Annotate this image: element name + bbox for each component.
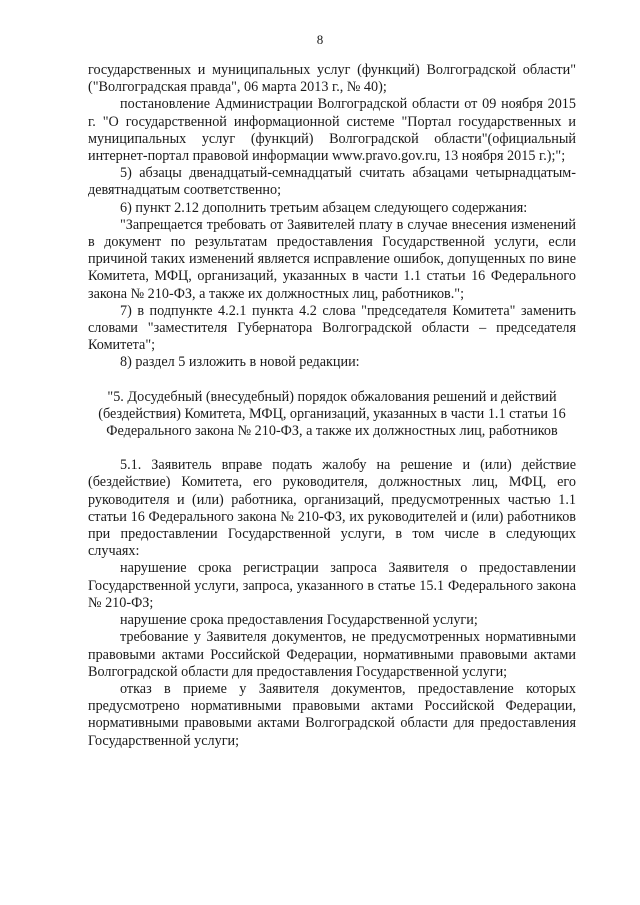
section-paragraph: 5.1. Заявитель вправе подать жалобу на решение и (или) действие (бездействие) Комитета, его руководителя, должностных лиц, МФЦ, его руководителя и (или) работника, организаций, предусмотренных частью 1.1 статьи 16 Федерального закона № 210-ФЗ, их руководителей и (или) работников при предоставлении Государственной услуги, в том числе в следующих случаях: xyxy=(88,457,576,560)
paragraph: "Запрещается требовать от Заявителей плату в случае внесения изменений в документ по результатам предоставления Государственной услуги, если причиной таких изменений является исправление ошибок, допущенных по вине Комитета, МФЦ, организаций, указанных в части 1.1 статьи 16 Федерального закона № 210-ФЗ, а также их должностных лиц, работников."; xyxy=(88,216,576,302)
page-number: 8 xyxy=(316,32,324,47)
section-paragraph: нарушение срока регистрации запроса Заявителя о предоставлении Государственной услуги, запроса, указанного в статье 15.1 Федерального закона № 210-ФЗ; xyxy=(88,560,576,611)
section-paragraph: отказ в приеме у Заявителя документов, предоставление которых предусмотрено нормативными правовыми актами Российской Федерации, нормативными правовыми актами Волгоградской области для предоставления Государственной услуги; xyxy=(88,680,576,749)
paragraph: 6) пункт 2.12 дополнить третьим абзацем следующего содержания: xyxy=(120,199,528,216)
section-heading: "5. Досудебный (внесудебный) порядок обжалования решений и действий (бездействия) Комитета, МФЦ, организаций, указанных в части 1.1 статьи 16 Федерального закона № 210-ФЗ, а также их должностных лиц, работников xyxy=(98,388,566,440)
section-paragraph: требование у Заявителя документов, не предусмотренных нормативными правовыми актами Российской Федерации, нормативными правовыми актами Волгоградской области для предоставления Государственной услуги; xyxy=(88,629,576,680)
paragraph: государственных и муниципальных услуг (функций) Волгоградской области" ("Волгоградская правда", 06 марта 2013 г., № 40); xyxy=(88,62,576,96)
paragraph: 8) раздел 5 изложить в новой редакции: xyxy=(120,354,360,371)
paragraph: 5) абзацы двенадцатый-семнадцатый считать абзацами четырнадцатым-девятнадцатым соответственно; xyxy=(88,165,576,199)
document-body xyxy=(88,62,576,750)
section-paragraph: нарушение срока предоставления Государственной услуги; xyxy=(120,612,478,629)
paragraph: постановление Администрации Волгоградской области от 09 ноября 2015 г. "О государственной информационной системе "Портал государственных и муниципальных услуг (функций) Волгоградской области"(официальный интернет-портал правовой информации www.pravo.gov.ru, 13 ноября 2015 г.);"; xyxy=(88,96,576,165)
paragraph: 7) в подпункте 4.2.1 пункта 4.2 слова "председателя Комитета" заменить словами "заместителя Губернатора Волгоградской области – председателя Комитета"; xyxy=(88,302,576,354)
